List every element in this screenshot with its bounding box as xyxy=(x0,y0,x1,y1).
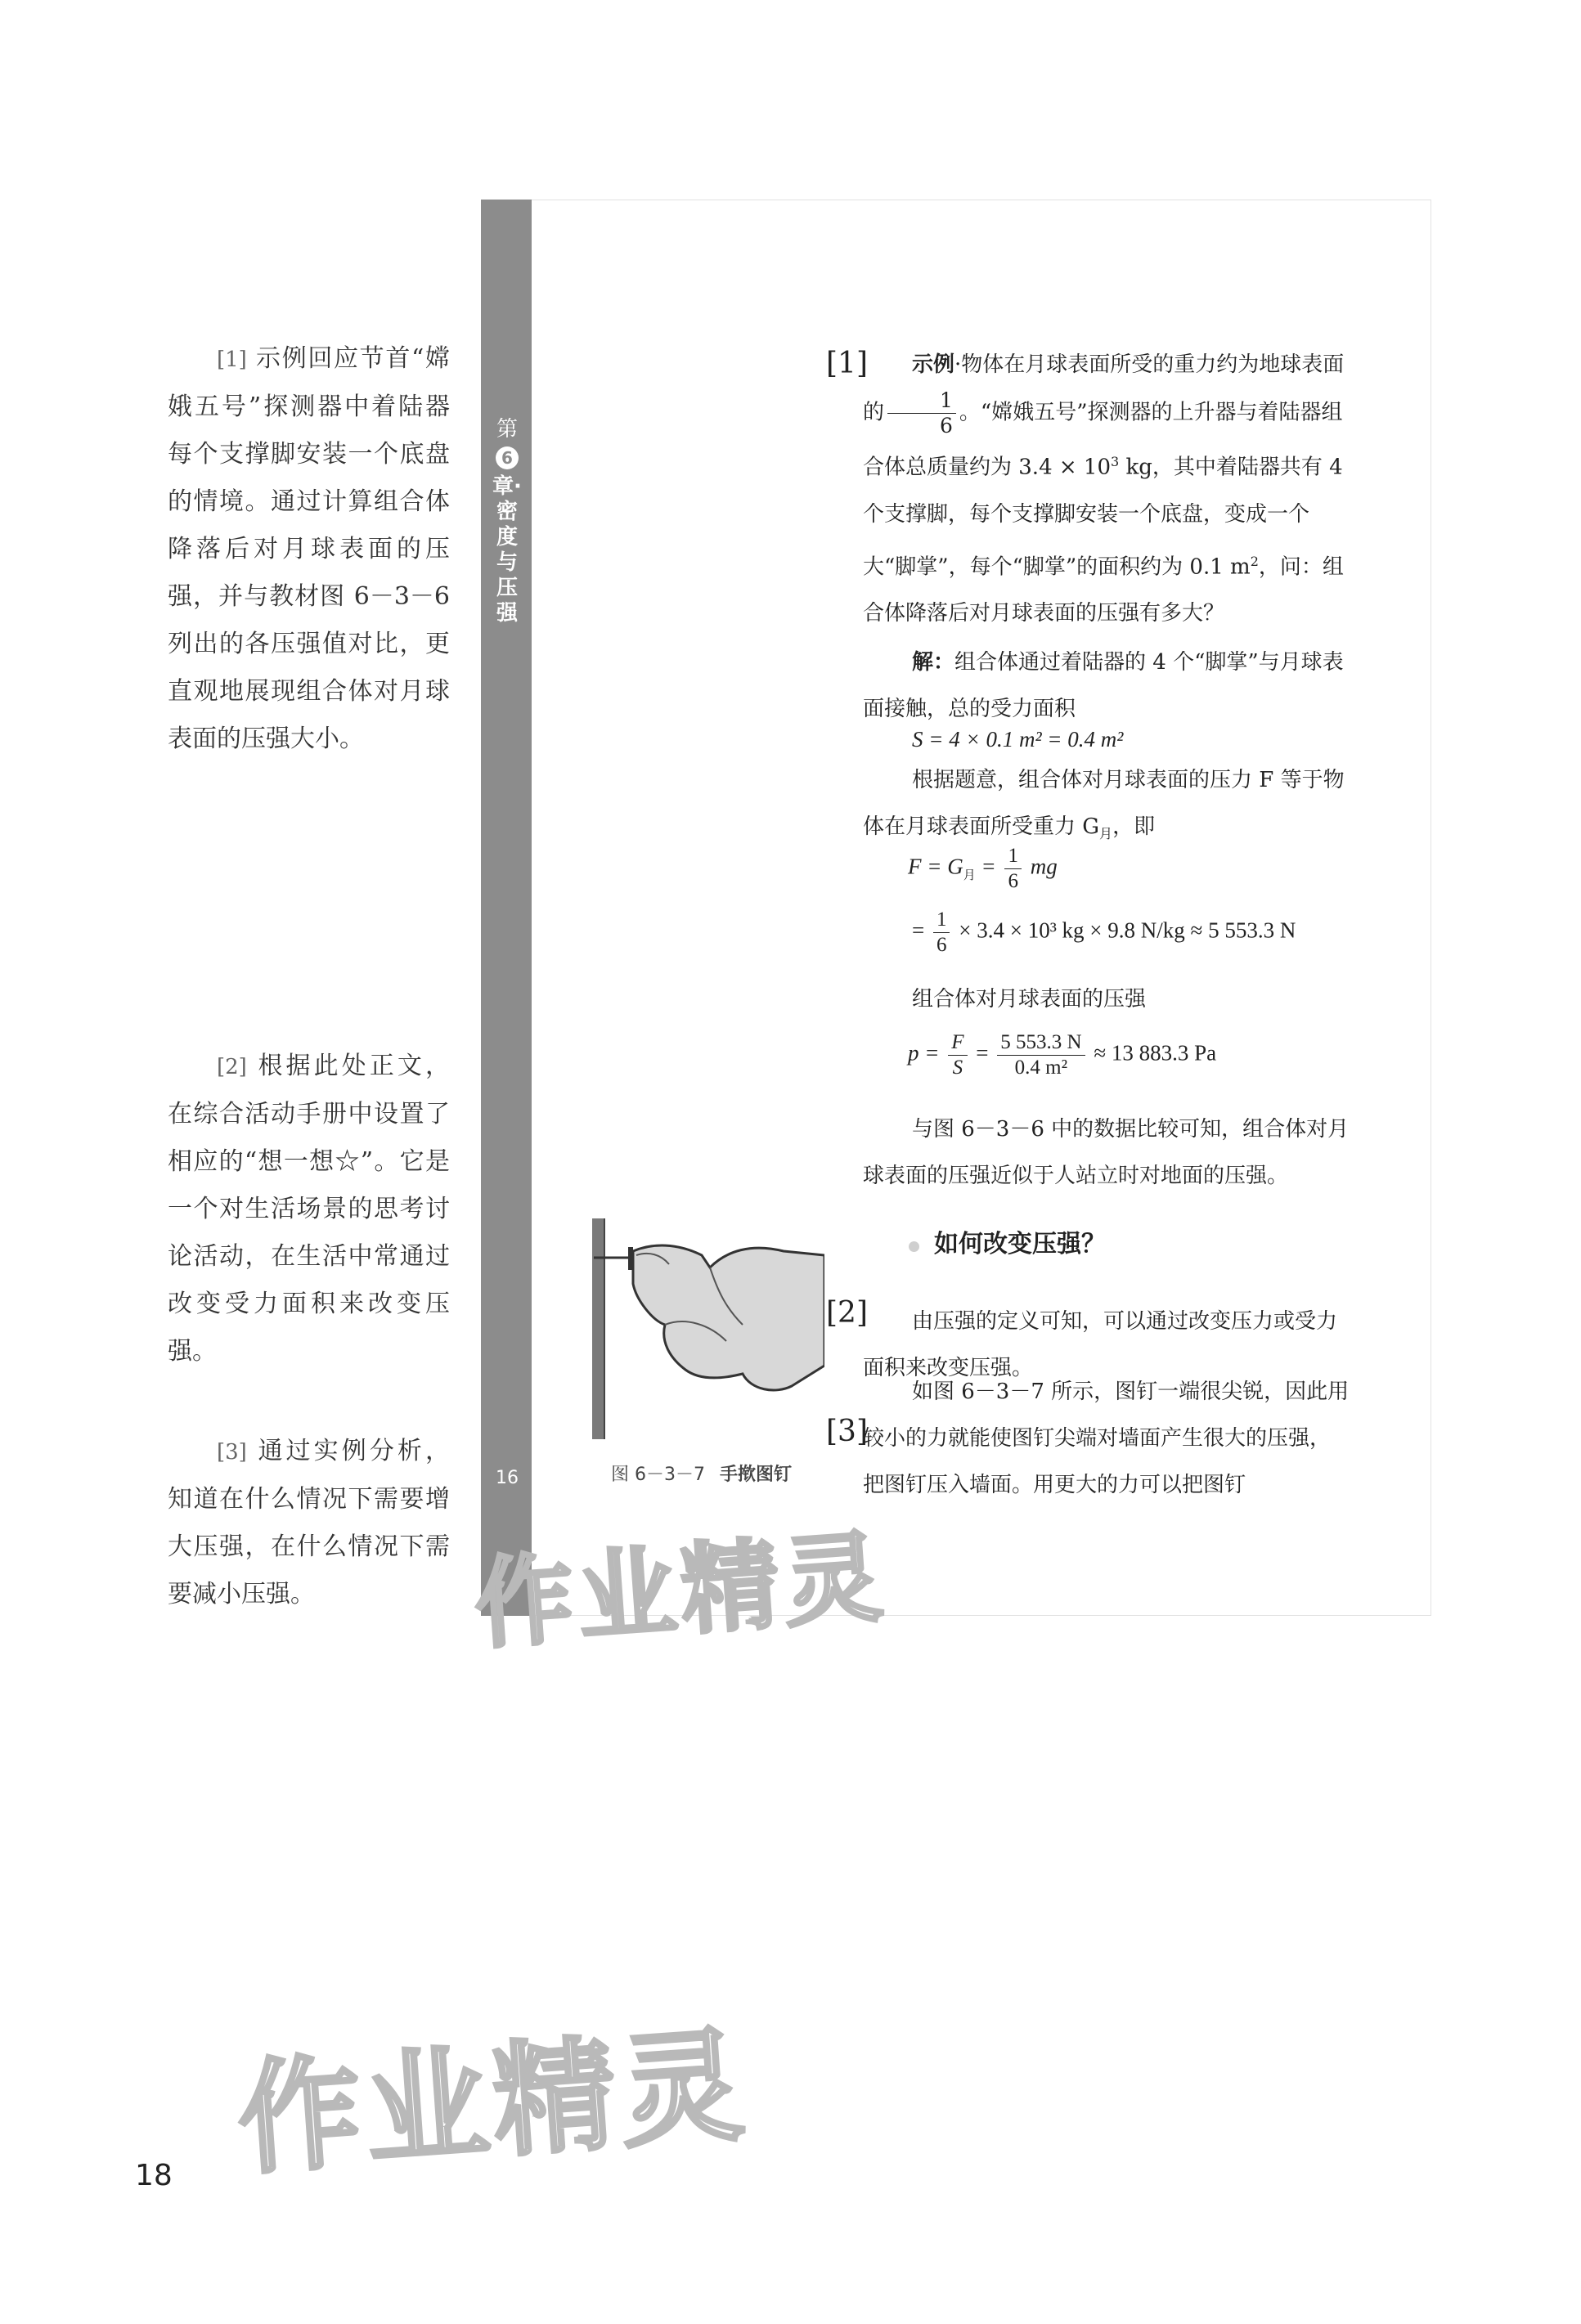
eq-right: mg xyxy=(1030,854,1058,879)
note-ref: [1] xyxy=(217,348,247,372)
section-title: 如何改变压强？ xyxy=(934,1230,1106,1258)
eq-left: p = xyxy=(908,1040,940,1066)
fraction-value: $\frac{5 553.3 N}{\text{0.4 m²}}$ xyxy=(997,1030,1085,1080)
page-number: 18 xyxy=(135,2159,173,2192)
note-3 xyxy=(168,1428,450,1618)
fraction-one-sixth: $\frac{1}{6}$ xyxy=(933,908,950,958)
eq-sub: 月 xyxy=(963,869,976,883)
marker-1: [1] xyxy=(826,347,868,380)
note-text: 根据此处正文，在综合活动手册中设置了相应的“想一想☆”。它是一个对生活场景的思考讨论活动，在生活中常通过改变受力面积来改变压强。 xyxy=(168,1052,450,1366)
chapter-title xyxy=(491,474,523,626)
note-ref: [2] xyxy=(217,1055,247,1079)
note-text: 通过实例分析，知道在什么情况下需要增大压强，在什么情况下需要减小压强。 xyxy=(168,1437,450,1608)
note-text: 示例回应节首“嫦娥五号”探测器中着陆器每个支撑脚安装一个底盘的情境。通过计算组合体降落后对月球表面的压强，并与教材图 6－3－6 列出的各压强值对比，更直观地展现组合体对月球表面的压强大小。 xyxy=(168,344,450,753)
solution-line2 xyxy=(863,757,1350,857)
equation-pressure: p = $\frac{F}{S}$ = $\frac{5 553.3 N}{\text{0.4 m²}}$ ≈ 13 883.3 Pa xyxy=(908,1031,1217,1079)
book-page-number: 16 xyxy=(496,1468,519,1488)
chapter-band xyxy=(481,200,532,1616)
example-text-a: 物体在月球表面所受的重力约为地球表面的 xyxy=(863,352,1345,425)
note-ref: [3] xyxy=(217,1440,247,1465)
eq-left: F = G xyxy=(908,854,963,879)
watermark: 作业精灵 xyxy=(471,1520,891,1663)
fraction-one-sixth: $\frac{1}{6}$ xyxy=(1004,844,1022,894)
chapter-number-badge: 6 xyxy=(496,446,519,469)
note-2 xyxy=(168,1043,450,1375)
fraction-one-sixth: $\frac{1}{6}$ xyxy=(887,388,956,438)
example-problem: 示例·物体在月球表面所受的重力约为地球表面的 $\frac{1}{6}$ 。“嫦娥五号”探测器的上升器与着陆器组合体总质量约为 $3.4 \times 10^3$ kg，其中着陆器共有 4 个支撑脚，每个支撑脚安装一个底盘，变成一个大“脚掌”，每个“脚掌”的面积约为 0.1 $m^2$，问：组合体降落后对月球表面的压强有多大？ xyxy=(863,352,1345,626)
solution-line3: 组合体对月球表面的压强 xyxy=(912,987,1147,1012)
equation-area: S = 4 × 0.1 m² = 0.4 m² xyxy=(912,727,1124,751)
example-text-b: 。“嫦娥五号”探测器的上升器与着陆器组合体总质量约为 3.4 × 10 xyxy=(863,400,1343,480)
thumbtack-illustration xyxy=(587,1218,824,1439)
marker-3: [3] xyxy=(826,1415,868,1448)
gravity-subscript: 月 xyxy=(1099,826,1113,842)
caption-title: 手揿图钉 xyxy=(720,1465,793,1485)
example-text-d: ，问：组合体降落后对月球表面的压强有多大？ xyxy=(863,554,1344,626)
mass-exponent: 3 xyxy=(1111,454,1120,469)
caption-number: 图 6－3－7 xyxy=(611,1465,705,1485)
paragraph-1: 由压强的定义可知，可以通过改变压力或受力面积来改变压强。 xyxy=(863,1309,1338,1380)
example-text-c: kg，其中着陆器共有 4 个支撑脚，每个支撑脚安装一个底盘，变成一个大“脚掌”，每个“脚掌”的面积约为 0.1 m xyxy=(863,455,1343,580)
solution-text-end: ，即 xyxy=(1112,814,1156,839)
fraction-f-over-s: $\frac{F}{S}$ xyxy=(948,1030,967,1080)
area-exponent: 2 xyxy=(1250,553,1259,569)
equation-force-2: = $\frac{1}{6}$ × 3.4 × 10³ kg × 9.8 N/kg ≈ 5 553.3 N xyxy=(912,909,1296,956)
paragraph-2: 如图 6－3－7 所示，图钉一端很尖锐，因此用较小的力就能使图钉尖端对墙面产生很大的压强，把图钉压入墙面。用更大的力可以把图钉 xyxy=(863,1380,1350,1497)
figure-caption xyxy=(611,1460,792,1486)
chapter-prefix: 第 xyxy=(496,417,518,442)
equation-force-1: $F = G_月$ = $\frac{1}{6}$ mg xyxy=(908,845,1058,892)
eq-right: × 3.4 × 10³ kg × 9.8 N/kg ≈ 5 553.3 N xyxy=(959,917,1296,943)
note-1 xyxy=(168,335,450,763)
solution-text: 根据题意，组合体对月球表面的压力 F 等于物体在月球表面所受重力 G xyxy=(863,768,1345,839)
marker-2: [2] xyxy=(826,1296,868,1330)
chapter-suffix: 章·密度与压强 xyxy=(492,474,522,626)
solution-line4: 与图 6－3－6 中的数据比较可知，组合体对月球表面的压强近似于人站立时对地面的压强。 xyxy=(863,1117,1350,1188)
example-label: 示例 xyxy=(912,352,955,377)
watermark: 作业精灵 xyxy=(233,2014,753,2192)
solution-text: 组合体通过着陆器的 4 个“脚掌”与月球表面接触，总的受力面积 xyxy=(863,650,1344,721)
solution-label: 解： xyxy=(912,650,955,675)
eq-result: ≈ 13 883.3 Pa xyxy=(1094,1040,1217,1066)
section-bullet xyxy=(909,1241,919,1252)
